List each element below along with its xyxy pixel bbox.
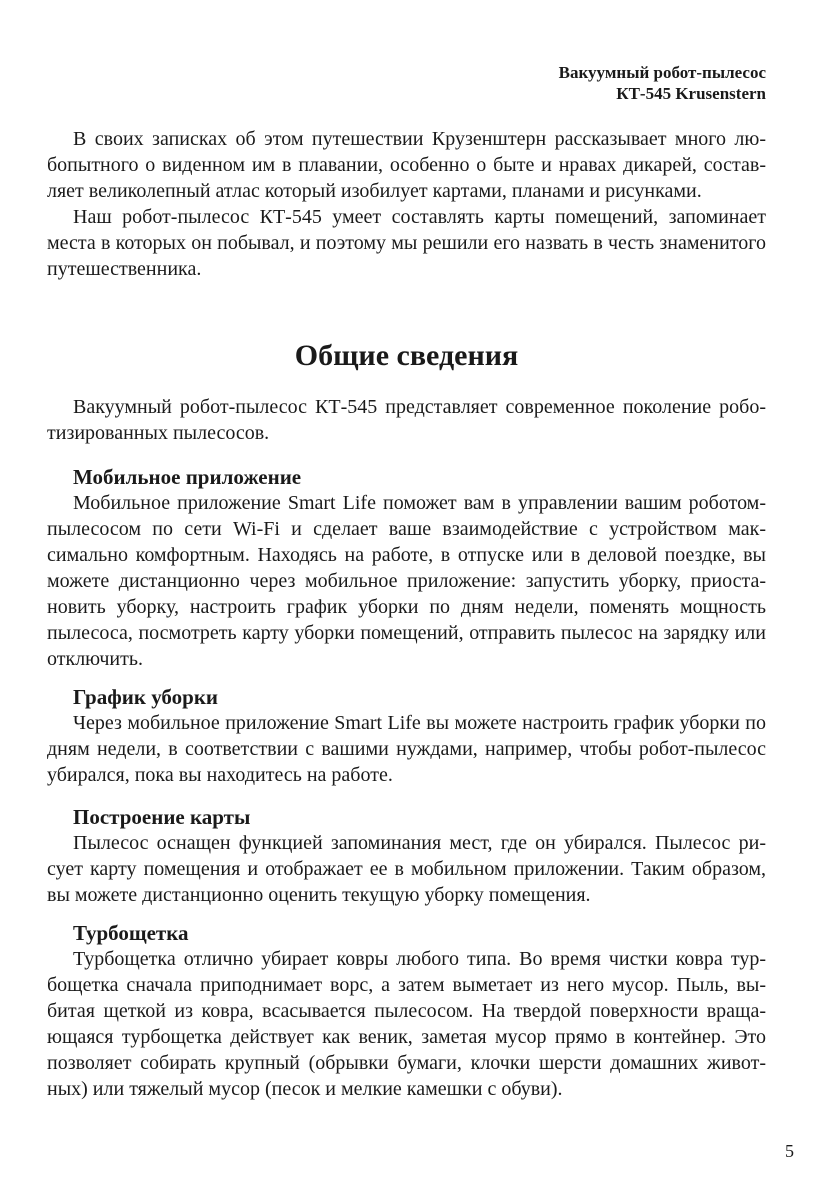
- intro-paragraph-1: В своих записках об этом путешествии Крузенштерн рассказывает много любопытного о виденном им в плавании, особенно о быте и нравах дикарей, составляет великолепный атлас который изобилует картами, планами и рисунками.: [47, 128, 766, 202]
- subsection-map-building: [47, 804, 766, 908]
- page-number: 5: [785, 1141, 794, 1161]
- page-content: [47, 0, 766, 1102]
- subsection-cleaning-schedule: [47, 684, 766, 788]
- subsection-paragraph-turbo-brush: Турбощетка отлично убирает ковры любого типа. Во время чистки ковра турбощетка сначала приподнимает ворс, а затем выметает из него мусор. Пыль, выбитая щеткой из ковра, всасывается пылесосом. На твердой поверхности вращающаяся турбощетка действует как веник, заметая мусор прямо в контейнер. Это позволяет собирать крупный (обрывки бумаги, клочки шерсти домашних животных) или тяжелый мусор (песок и мелкие камешки с обуви).: [47, 948, 766, 1100]
- section-intro-paragraph: Вакуумный робот-пылесос КТ-545 представляет современное поколение роботизированных пылесосов.: [47, 396, 766, 444]
- subsection-paragraph-mobile-app: Мобильное приложение Smart Life поможет вам в управлении вашим роботом-пылесосом по сети Wi-Fi и сделает ваше взаимодействие с устройством максимально комфортным. Находясь на работе, в отпуске или в деловой поездке, вы можете дистанционно через мобильное приложение: запустить уборку, приостановить уборку, настроить график уборки по дням недели, поменять мощность пылесоса, посмотреть карту уборки помещений, отправить пылесос на зарядку или отключить.: [47, 492, 766, 670]
- subsection-heading-cleaning-schedule: График уборки: [73, 685, 219, 709]
- subsection-paragraph-map-building: Пылесос оснащен функцией запоминания мест, где он убирался. Пылесос рисует карту помещения и отображает ее в мобильном приложении. Таким образом, вы можете дистанционно оценить текущую уборку помещения.: [47, 832, 766, 906]
- doc-header-line1: Вакуумный робот-пылесос: [558, 63, 766, 82]
- doc-header-line2: КТ-545 Krusenstern: [616, 84, 766, 103]
- section-title: Общие сведения: [294, 339, 519, 372]
- subsection-heading-turbo-brush: Турбощетка: [73, 921, 189, 945]
- subsection-mobile-app: [47, 464, 766, 672]
- subsection-heading-mobile-app: Мобильное приложение: [73, 465, 302, 489]
- doc-header: [47, 62, 766, 104]
- subsection-paragraph-cleaning-schedule: Через мобильное приложение Smart Life вы можете настроить график уборки по дням недели, в соответствии с вашими нуждами, например, чтобы робот-пылесос убирался, пока вы находитесь на работе.: [47, 712, 766, 786]
- subsection-turbo-brush: [47, 920, 766, 1102]
- intro-paragraph-2: Наш робот-пылесос КТ-545 умеет составлять карты помещений, запоминает места в которых он побывал, и поэтому мы решили его назвать в честь знаменитого путешественника.: [47, 206, 766, 280]
- subsection-heading-map-building: Построение карты: [73, 805, 251, 829]
